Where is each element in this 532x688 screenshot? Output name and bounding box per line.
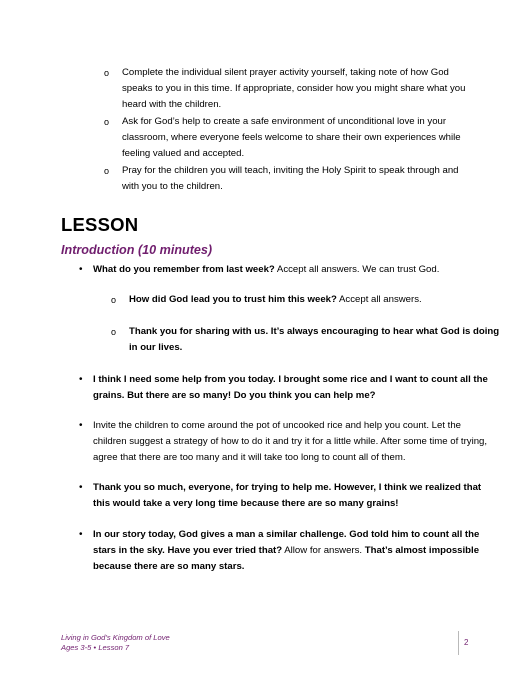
prep-list — [104, 65, 476, 195]
section-heading: Introduction (10 minutes) — [61, 243, 213, 257]
bullet-text: Allow for answers. — [282, 545, 365, 556]
bullet-text-bold: I think I need some help from you today. I brought some rice and I want to count all the grains. But there are so many! Do you think you can help me? — [93, 374, 488, 401]
bullet-text-bold: In our story today, God gives a man a similar challenge. God told him to count all the stars in the sky. Have you ever tried that? — [93, 529, 480, 556]
sub-item-text-bold: Thank you for sharing with us. It’s always encouraging to hear what God is doing in our lives. — [129, 326, 500, 353]
sub-bullet-marker: o — [111, 295, 117, 305]
bullet-text: Invite the children to come around the pot of uncooked rice and help you count. Let the children suggest a strategy of how to do it and try it for a little while. After some time of trying, agree that there are too many and it will take too long to count all of them. — [93, 420, 488, 463]
footer-title: Living in God’s Kingdom of Love — [61, 633, 170, 642]
footer-lesson: Lesson 7 — [98, 643, 130, 652]
footer-divider — [458, 631, 459, 655]
bullet-marker: • — [79, 529, 83, 540]
list-item — [104, 163, 476, 195]
list-item-text: Ask for God’s help to create a safe environment of unconditional love in your classroom, where everyone feels welcome to share their own experiences while feeling valued and accepted. — [122, 116, 461, 159]
bullet-item — [79, 418, 489, 466]
sub-item-text: Accept all answers. — [336, 294, 422, 305]
bullet-marker: • — [79, 482, 83, 493]
footer-subtitle — [61, 643, 170, 653]
page-number: 2 — [464, 638, 469, 647]
bullet-text-bold: Thank you so much, everyone, for trying to help me. However, I think we realized that this would take a very long time because there are so many grains! — [93, 482, 482, 509]
footer-separator: • — [93, 643, 97, 652]
sub-item — [111, 292, 501, 308]
bullet-item — [79, 262, 489, 278]
bullet-item — [79, 527, 489, 575]
sub-bullet-marker: o — [104, 68, 110, 78]
page-footer — [61, 633, 170, 653]
list-item — [104, 65, 476, 113]
sub-bullet-marker: o — [104, 166, 110, 176]
lesson-heading: LESSON — [61, 214, 139, 235]
bullet-item — [79, 480, 489, 512]
bullet-marker: • — [79, 264, 83, 275]
footer-ages: Ages 3-5 — [61, 643, 92, 652]
list-item-text: Pray for the children you will teach, inviting the Holy Spirit to speak through and with you to the children. — [122, 165, 459, 192]
bullet-text-bold: What do you remember from last week? — [93, 264, 275, 275]
sub-bullet-marker: o — [104, 117, 110, 127]
bullet-marker: • — [79, 374, 83, 385]
list-item-text: Complete the individual silent prayer activity yourself, taking note of how God speaks to you in this time. If appropriate, consider how you might share what you heard with the children. — [122, 67, 466, 110]
bullet-text: Accept all answers. We can trust God. — [274, 264, 440, 275]
bullet-marker: • — [79, 420, 83, 431]
bullet-text-bold: That’s almost impossible because there are so many stars. — [93, 545, 480, 572]
sub-bullet-marker: o — [111, 327, 117, 337]
sub-item — [111, 324, 501, 356]
list-item — [104, 114, 476, 162]
sub-item-text-bold: How did God lead you to trust him this week? — [129, 294, 337, 305]
bullet-item — [79, 372, 489, 404]
